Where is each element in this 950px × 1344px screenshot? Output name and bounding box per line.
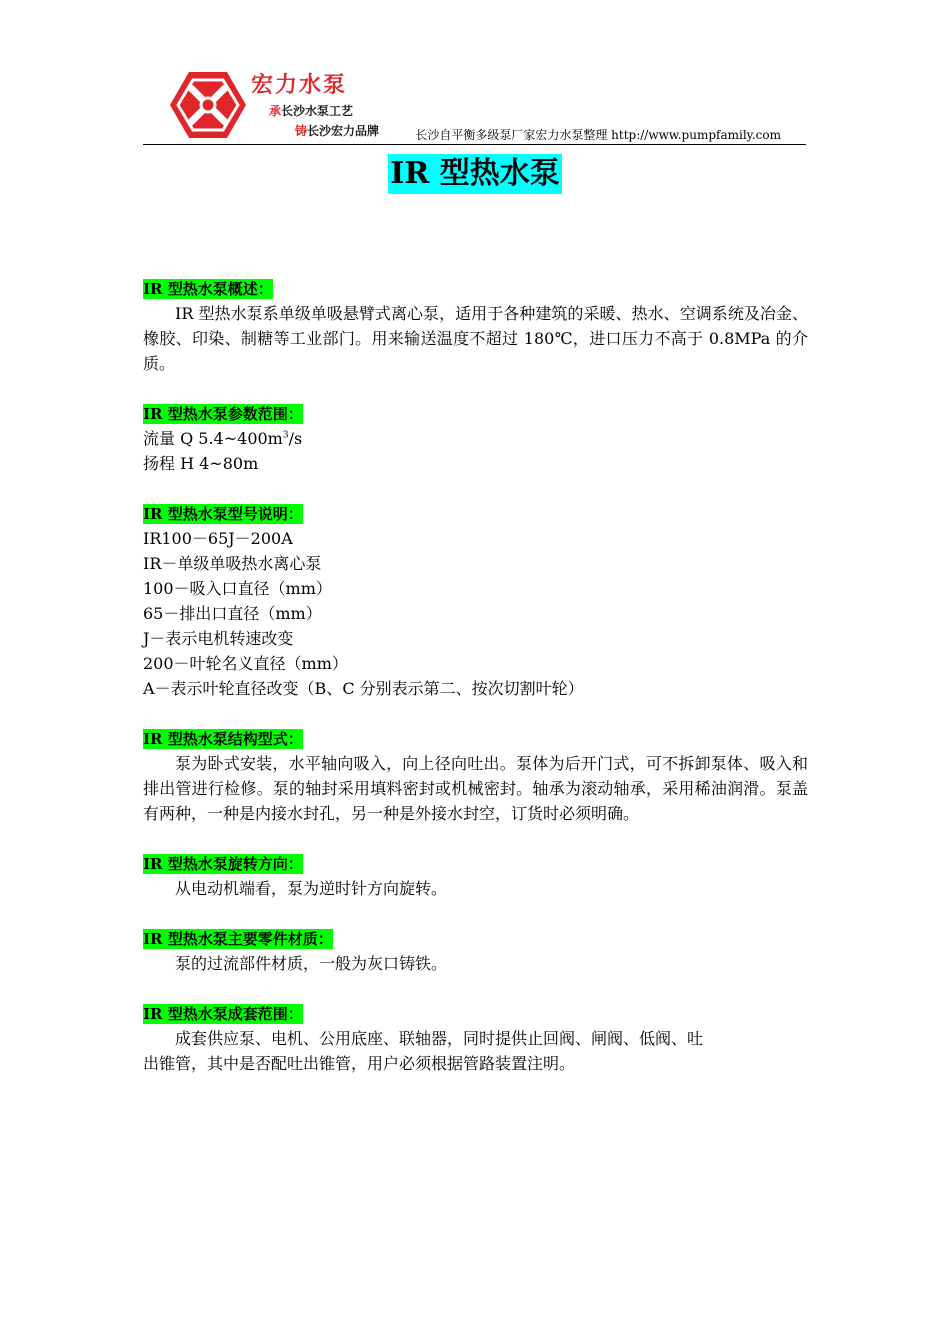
section-model-description — [143, 501, 808, 701]
section-parameters — [143, 401, 808, 476]
page-header — [143, 66, 806, 145]
model-line: A－表示叶轮直径改变（B、C 分别表示第二、按次切割叶轮） — [143, 679, 584, 698]
model-line: 100－吸入口直径（mm） — [143, 579, 332, 598]
model-line: IR－单级单吸热水离心泵 — [143, 554, 322, 573]
section-heading: IR 型热水泵型号说明： — [143, 505, 303, 523]
section-heading: IR 型热水泵主要零件材质： — [143, 930, 333, 948]
header-source-info: 长沙自平衡多级泵厂家宏力水泵整理 http://www.pumpfamily.com — [415, 128, 781, 142]
section-overview — [143, 276, 808, 376]
flow-range-line: 流量 Q $5.4\sim 400m^3/s$ — [143, 429, 303, 448]
model-line: IR100－65J－200A — [143, 529, 293, 548]
model-line: 65－排出口直径（mm） — [143, 604, 322, 623]
logo-slogan-2: 铸长沙宏力品牌 — [295, 124, 380, 138]
section-structure — [143, 726, 808, 826]
section-heading: IR 型热水泵成套范围： — [143, 1005, 303, 1023]
section-heading: IR 型热水泵结构型式： — [143, 730, 303, 748]
section-paragraph: 泵为卧式安装，水平轴向吸入，向上径向吐出。泵体为后开门式，可不拆卸泵体、吸入和排出管进行检修。泵的轴封采用填料密封或机械密封。轴承为滚动轴承，采用稀油润滑。泵盖有两种，一种是内接水封孔，另一种是外接水封空，订货时必须明确。 — [143, 754, 808, 823]
section-paragraph-line-1: 成套供应泵、电机、公用底座、联轴器，同时提供止回阀、闸阀、低阀、吐 — [175, 1029, 704, 1048]
logo-brand-name: 宏力水泵 — [251, 73, 348, 98]
logo-slogan-1: 承长沙水泵工艺 — [269, 104, 354, 118]
pump-logo-icon — [169, 70, 247, 140]
model-line: 200－叶轮名义直径（mm） — [143, 654, 348, 673]
title-container — [0, 154, 950, 194]
section-heading: IR 型热水泵参数范围： — [143, 405, 303, 423]
model-line: J－表示电机转速改变 — [143, 629, 294, 648]
section-rotation — [143, 851, 808, 901]
document-body — [143, 276, 808, 1101]
section-materials — [143, 926, 808, 976]
page-title: IR 型热水泵 — [388, 154, 561, 194]
section-heading: IR 型热水泵旋转方向： — [143, 855, 303, 873]
section-paragraph-line-2: 出锥管，其中是否配吐出锥管，用户必须根据管路装置注明。 — [143, 1054, 576, 1073]
section-heading: IR 型热水泵概述： — [143, 280, 273, 298]
company-logo — [169, 66, 419, 142]
section-paragraph: 泵的过流部件材质，一般为灰口铸铁。 — [175, 954, 448, 973]
head-range-line: 扬程 H 4~80m — [143, 454, 259, 473]
section-paragraph: IR 型热水泵系单级单吸悬臂式离心泵，适用于各种建筑的采暖、热水、空调系统及冶金、橡胶、印染、制糖等工业部门。用来输送温度不超过 180℃，进口压力不高于 0.8MPa 的介质。 — [143, 304, 808, 373]
section-supply-scope — [143, 1001, 808, 1076]
section-paragraph: 从电动机端看，泵为逆时针方向旋转。 — [175, 879, 448, 898]
